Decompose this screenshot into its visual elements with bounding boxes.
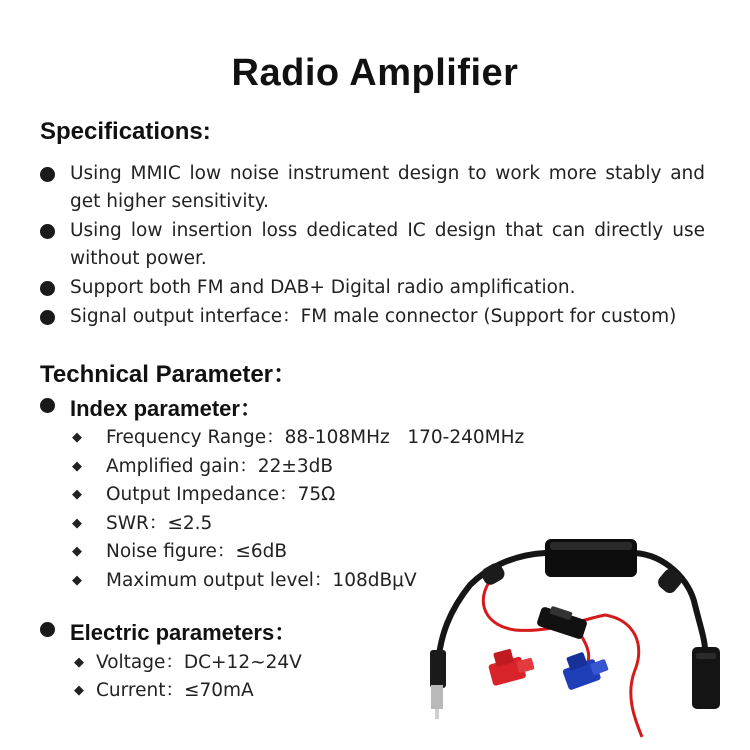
index-param-item: ◆ Amplified gain：22±3dB	[72, 456, 334, 477]
bullet-dot-icon	[40, 310, 55, 325]
index-param-item: ◆ Frequency Range：88-108MHz 170-240MHz	[72, 427, 525, 448]
electric-param-item: ◆ Current：≤70mA	[74, 680, 254, 701]
page-title: Radio Amplifier	[231, 52, 519, 94]
specifications-heading: Specifications:	[40, 118, 211, 145]
index-param-item: ◆ Output Impedance：75Ω	[72, 484, 336, 505]
diamond-bullet-icon: ◆	[74, 683, 84, 698]
diamond-bullet-icon: ◆	[72, 459, 82, 474]
electric-parameters-heading: Electric parameters：	[40, 616, 296, 647]
spec-item: Using MMIC low noise instrument design to work more stably and get higher sensitivity.	[40, 160, 705, 216]
spec-item: Using low insertion loss dedicated IC design that can directly use without power.	[40, 217, 705, 273]
blue-wire-tap-connector	[559, 646, 611, 691]
diamond-bullet-icon: ◆	[72, 573, 82, 588]
technical-parameter-heading: Technical Parameter：	[40, 361, 298, 388]
bullet-dot-icon	[40, 224, 55, 239]
diamond-bullet-icon: ◆	[72, 516, 82, 531]
bullet-dot-icon	[40, 622, 55, 637]
radio-amplifier-product-image	[420, 525, 740, 740]
spec-item: Support both FM and DAB+ Digital radio amplification.	[40, 274, 705, 302]
index-param-item: ◆ Maximum output level：108dBμV	[72, 570, 417, 591]
index-param-item: ◆ SWR：≤2.5	[72, 513, 213, 534]
diamond-bullet-icon: ◆	[72, 544, 82, 559]
diamond-bullet-icon: ◆	[72, 487, 82, 502]
red-wire-tap-connector	[485, 644, 536, 686]
black-antenna-cable-right	[635, 553, 705, 650]
diamond-bullet-icon: ◆	[72, 430, 82, 445]
bullet-dot-icon	[40, 281, 55, 296]
index-param-item: ◆ Noise figure：≤6dB	[72, 541, 288, 562]
spec-item: Signal output interface：FM male connector (Support for custom)	[40, 303, 705, 331]
diamond-bullet-icon: ◆	[74, 655, 84, 670]
electric-param-item: ◆ Voltage：DC+12~24V	[74, 652, 302, 673]
bullet-dot-icon	[40, 398, 55, 413]
bullet-dot-icon	[40, 167, 55, 182]
index-parameter-heading: Index parameter：	[40, 392, 262, 423]
